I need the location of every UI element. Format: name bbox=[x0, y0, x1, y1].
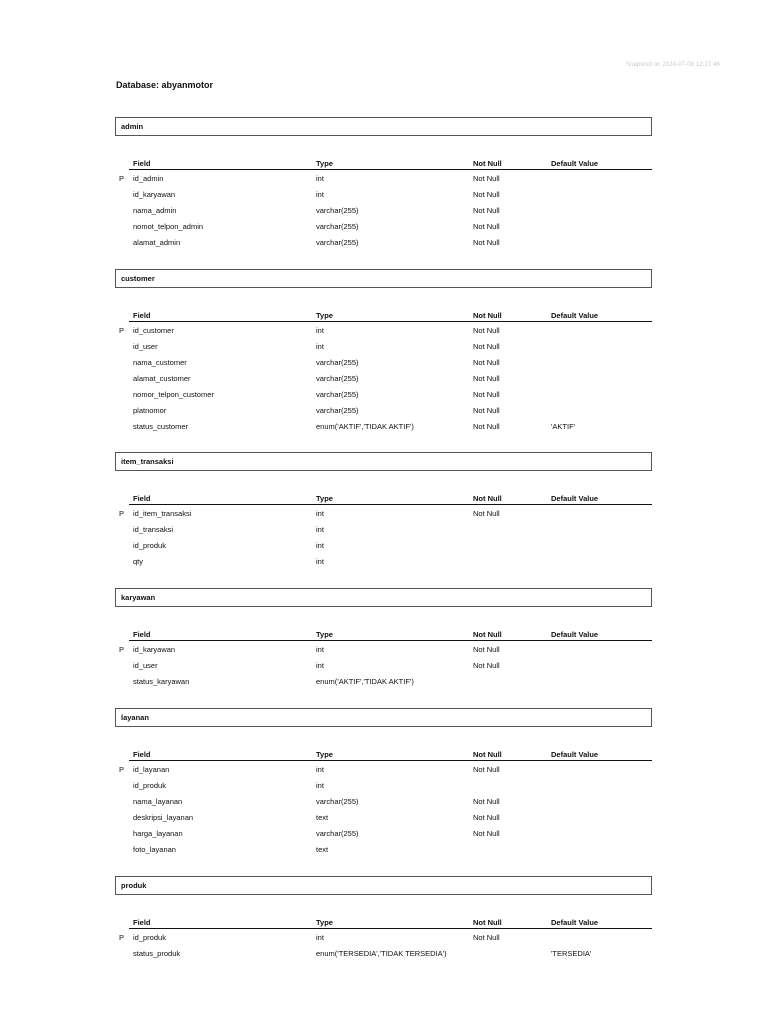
field-type: int bbox=[316, 326, 324, 335]
field-type: int bbox=[316, 661, 324, 670]
field-type: varchar(255) bbox=[316, 238, 359, 247]
header-default-value: Default Value bbox=[551, 630, 599, 639]
table-name: admin bbox=[115, 117, 652, 136]
field-type: varchar(255) bbox=[316, 829, 359, 838]
field-not-null: Not Null bbox=[473, 174, 500, 183]
header-type: Type bbox=[316, 750, 333, 759]
table-karyawan bbox=[115, 588, 652, 689]
header-field: Field bbox=[133, 159, 151, 168]
table-row bbox=[115, 186, 652, 202]
header-type: Type bbox=[316, 630, 333, 639]
field-type: int bbox=[316, 174, 324, 183]
table-row bbox=[115, 537, 652, 553]
header-default-value: Default Value bbox=[551, 918, 599, 927]
field-name: status_karyawan bbox=[133, 677, 190, 686]
field-name: nomot_telpon_admin bbox=[133, 222, 204, 231]
field-type: int bbox=[316, 765, 324, 774]
table-row bbox=[115, 234, 652, 250]
header-field: Field bbox=[133, 918, 151, 927]
field-not-null: Not Null bbox=[473, 390, 500, 399]
field-not-null: Not Null bbox=[473, 829, 500, 838]
table-row bbox=[115, 354, 652, 370]
field-type: int bbox=[316, 190, 324, 199]
field-type: varchar(255) bbox=[316, 206, 359, 215]
field-name: nama_admin bbox=[133, 206, 177, 215]
field-type: varchar(255) bbox=[316, 797, 359, 806]
field-not-null: Not Null bbox=[473, 797, 500, 806]
table-header bbox=[129, 481, 652, 505]
table-row bbox=[115, 402, 652, 418]
field-not-null: Not Null bbox=[473, 222, 500, 231]
field-type: varchar(255) bbox=[316, 406, 359, 415]
header-not-null: Not Null bbox=[473, 918, 502, 927]
field-not-null: Not Null bbox=[473, 238, 500, 247]
table-name: karyawan bbox=[115, 588, 652, 607]
field-name: id_karyawan bbox=[133, 190, 176, 199]
table-header bbox=[129, 737, 652, 761]
table-row bbox=[115, 657, 652, 673]
primary-key-marker: P bbox=[119, 326, 125, 335]
table-header bbox=[129, 617, 652, 641]
header-not-null: Not Null bbox=[473, 311, 502, 320]
table-name: item_transaksi bbox=[115, 452, 652, 471]
header-type: Type bbox=[316, 918, 333, 927]
header-not-null: Not Null bbox=[473, 750, 502, 759]
field-name: id_user bbox=[133, 661, 158, 670]
field-name: id_user bbox=[133, 342, 158, 351]
table-row bbox=[115, 505, 652, 521]
field-type: varchar(255) bbox=[316, 222, 359, 231]
table-row bbox=[115, 945, 652, 961]
header-default-value: Default Value bbox=[551, 750, 599, 759]
field-not-null: Not Null bbox=[473, 813, 500, 822]
table-row bbox=[115, 553, 652, 569]
field-type: varchar(255) bbox=[316, 390, 359, 399]
field-name: platnomor bbox=[133, 406, 167, 415]
field-type: int bbox=[316, 933, 324, 942]
field-name: harga_layanan bbox=[133, 829, 183, 838]
table-row bbox=[115, 929, 652, 945]
field-type: varchar(255) bbox=[316, 374, 359, 383]
table-admin bbox=[115, 117, 652, 250]
table-row bbox=[115, 218, 652, 234]
table-name: customer bbox=[115, 269, 652, 288]
field-name: id_karyawan bbox=[133, 645, 176, 654]
field-not-null: Not Null bbox=[473, 374, 500, 383]
table-header bbox=[129, 146, 652, 170]
header-default-value: Default Value bbox=[551, 159, 599, 168]
table-row bbox=[115, 202, 652, 218]
field-name: deskripsi_layanan bbox=[133, 813, 194, 822]
field-name: foto_layanan bbox=[133, 845, 176, 854]
header-field: Field bbox=[133, 750, 151, 759]
table-row bbox=[115, 841, 652, 857]
table-customer bbox=[115, 269, 652, 434]
primary-key-marker: P bbox=[119, 174, 125, 183]
field-name: alamat_admin bbox=[133, 238, 181, 247]
field-type: int bbox=[316, 781, 324, 790]
field-type: int bbox=[316, 509, 324, 518]
table-row bbox=[115, 338, 652, 354]
field-name: id_admin bbox=[133, 174, 164, 183]
header-type: Type bbox=[316, 159, 333, 168]
field-type: text bbox=[316, 813, 329, 822]
header-field: Field bbox=[133, 630, 151, 639]
header-not-null: Not Null bbox=[473, 494, 502, 503]
table-row bbox=[115, 777, 652, 793]
table-name: produk bbox=[115, 876, 652, 895]
field-not-null: Not Null bbox=[473, 933, 500, 942]
table-header bbox=[129, 298, 652, 322]
primary-key-marker: P bbox=[119, 765, 125, 774]
field-name: nomor_telpon_customer bbox=[133, 390, 214, 399]
field-name: status_customer bbox=[133, 422, 189, 431]
field-name: id_transaksi bbox=[133, 525, 174, 534]
table-row bbox=[115, 641, 652, 657]
field-name: alamat_customer bbox=[133, 374, 191, 383]
table-row bbox=[115, 386, 652, 402]
field-not-null: Not Null bbox=[473, 358, 500, 367]
field-not-null: Not Null bbox=[473, 645, 500, 654]
table-item_transaksi bbox=[115, 452, 652, 569]
table-row bbox=[115, 370, 652, 386]
field-not-null: Not Null bbox=[473, 765, 500, 774]
table-row bbox=[115, 418, 652, 434]
header-default-value: Default Value bbox=[551, 311, 599, 320]
field-type: enum('TERSEDIA','TIDAK TERSEDIA') bbox=[316, 949, 447, 958]
table-row bbox=[115, 673, 652, 689]
table-row bbox=[115, 322, 652, 338]
field-not-null: Not Null bbox=[473, 661, 500, 670]
field-default-value: 'TERSEDIA' bbox=[551, 949, 592, 958]
field-name: qty bbox=[133, 557, 144, 566]
field-name: id_layanan bbox=[133, 765, 170, 774]
table-produk bbox=[115, 876, 652, 961]
field-type: int bbox=[316, 342, 324, 351]
header-type: Type bbox=[316, 311, 333, 320]
field-not-null: Not Null bbox=[473, 406, 500, 415]
field-name: id_item_transaksi bbox=[133, 509, 192, 518]
primary-key-marker: P bbox=[119, 645, 125, 654]
field-not-null: Not Null bbox=[473, 509, 500, 518]
header-default-value: Default Value bbox=[551, 494, 599, 503]
field-type: text bbox=[316, 845, 329, 854]
header-not-null: Not Null bbox=[473, 630, 502, 639]
field-name: nama_customer bbox=[133, 358, 187, 367]
field-type: int bbox=[316, 541, 324, 550]
table-header bbox=[129, 905, 652, 929]
field-not-null: Not Null bbox=[473, 326, 500, 335]
field-type: int bbox=[316, 525, 324, 534]
snapshot-timestamp: Snapshot on 2024-07-08 12:17:46 bbox=[625, 62, 720, 68]
field-name: nama_layanan bbox=[133, 797, 183, 806]
header-type: Type bbox=[316, 494, 333, 503]
database-title: Database: abyanmotor bbox=[116, 80, 214, 90]
table-row bbox=[115, 761, 652, 777]
table-layanan bbox=[115, 708, 652, 857]
table-name: layanan bbox=[115, 708, 652, 727]
field-type: int bbox=[316, 645, 324, 654]
field-name: id_produk bbox=[133, 781, 166, 790]
table-row bbox=[115, 793, 652, 809]
field-type: enum('AKTIF','TIDAK AKTIF') bbox=[316, 422, 414, 431]
primary-key-marker: P bbox=[119, 933, 125, 942]
field-name: id_produk bbox=[133, 933, 166, 942]
field-type: varchar(255) bbox=[316, 358, 359, 367]
primary-key-marker: P bbox=[119, 509, 125, 518]
header-field: Field bbox=[133, 494, 151, 503]
field-not-null: Not Null bbox=[473, 190, 500, 199]
field-name: id_customer bbox=[133, 326, 174, 335]
field-name: status_produk bbox=[133, 949, 181, 958]
header-field: Field bbox=[133, 311, 151, 320]
table-row bbox=[115, 809, 652, 825]
table-row bbox=[115, 521, 652, 537]
table-row bbox=[115, 825, 652, 841]
field-type: int bbox=[316, 557, 324, 566]
header-not-null: Not Null bbox=[473, 159, 502, 168]
field-default-value: 'AKTIF' bbox=[551, 422, 576, 431]
field-not-null: Not Null bbox=[473, 342, 500, 351]
field-name: id_produk bbox=[133, 541, 166, 550]
field-not-null: Not Null bbox=[473, 206, 500, 215]
field-not-null: Not Null bbox=[473, 422, 500, 431]
table-row bbox=[115, 170, 652, 186]
field-type: enum('AKTIF','TIDAK AKTIF') bbox=[316, 677, 414, 686]
